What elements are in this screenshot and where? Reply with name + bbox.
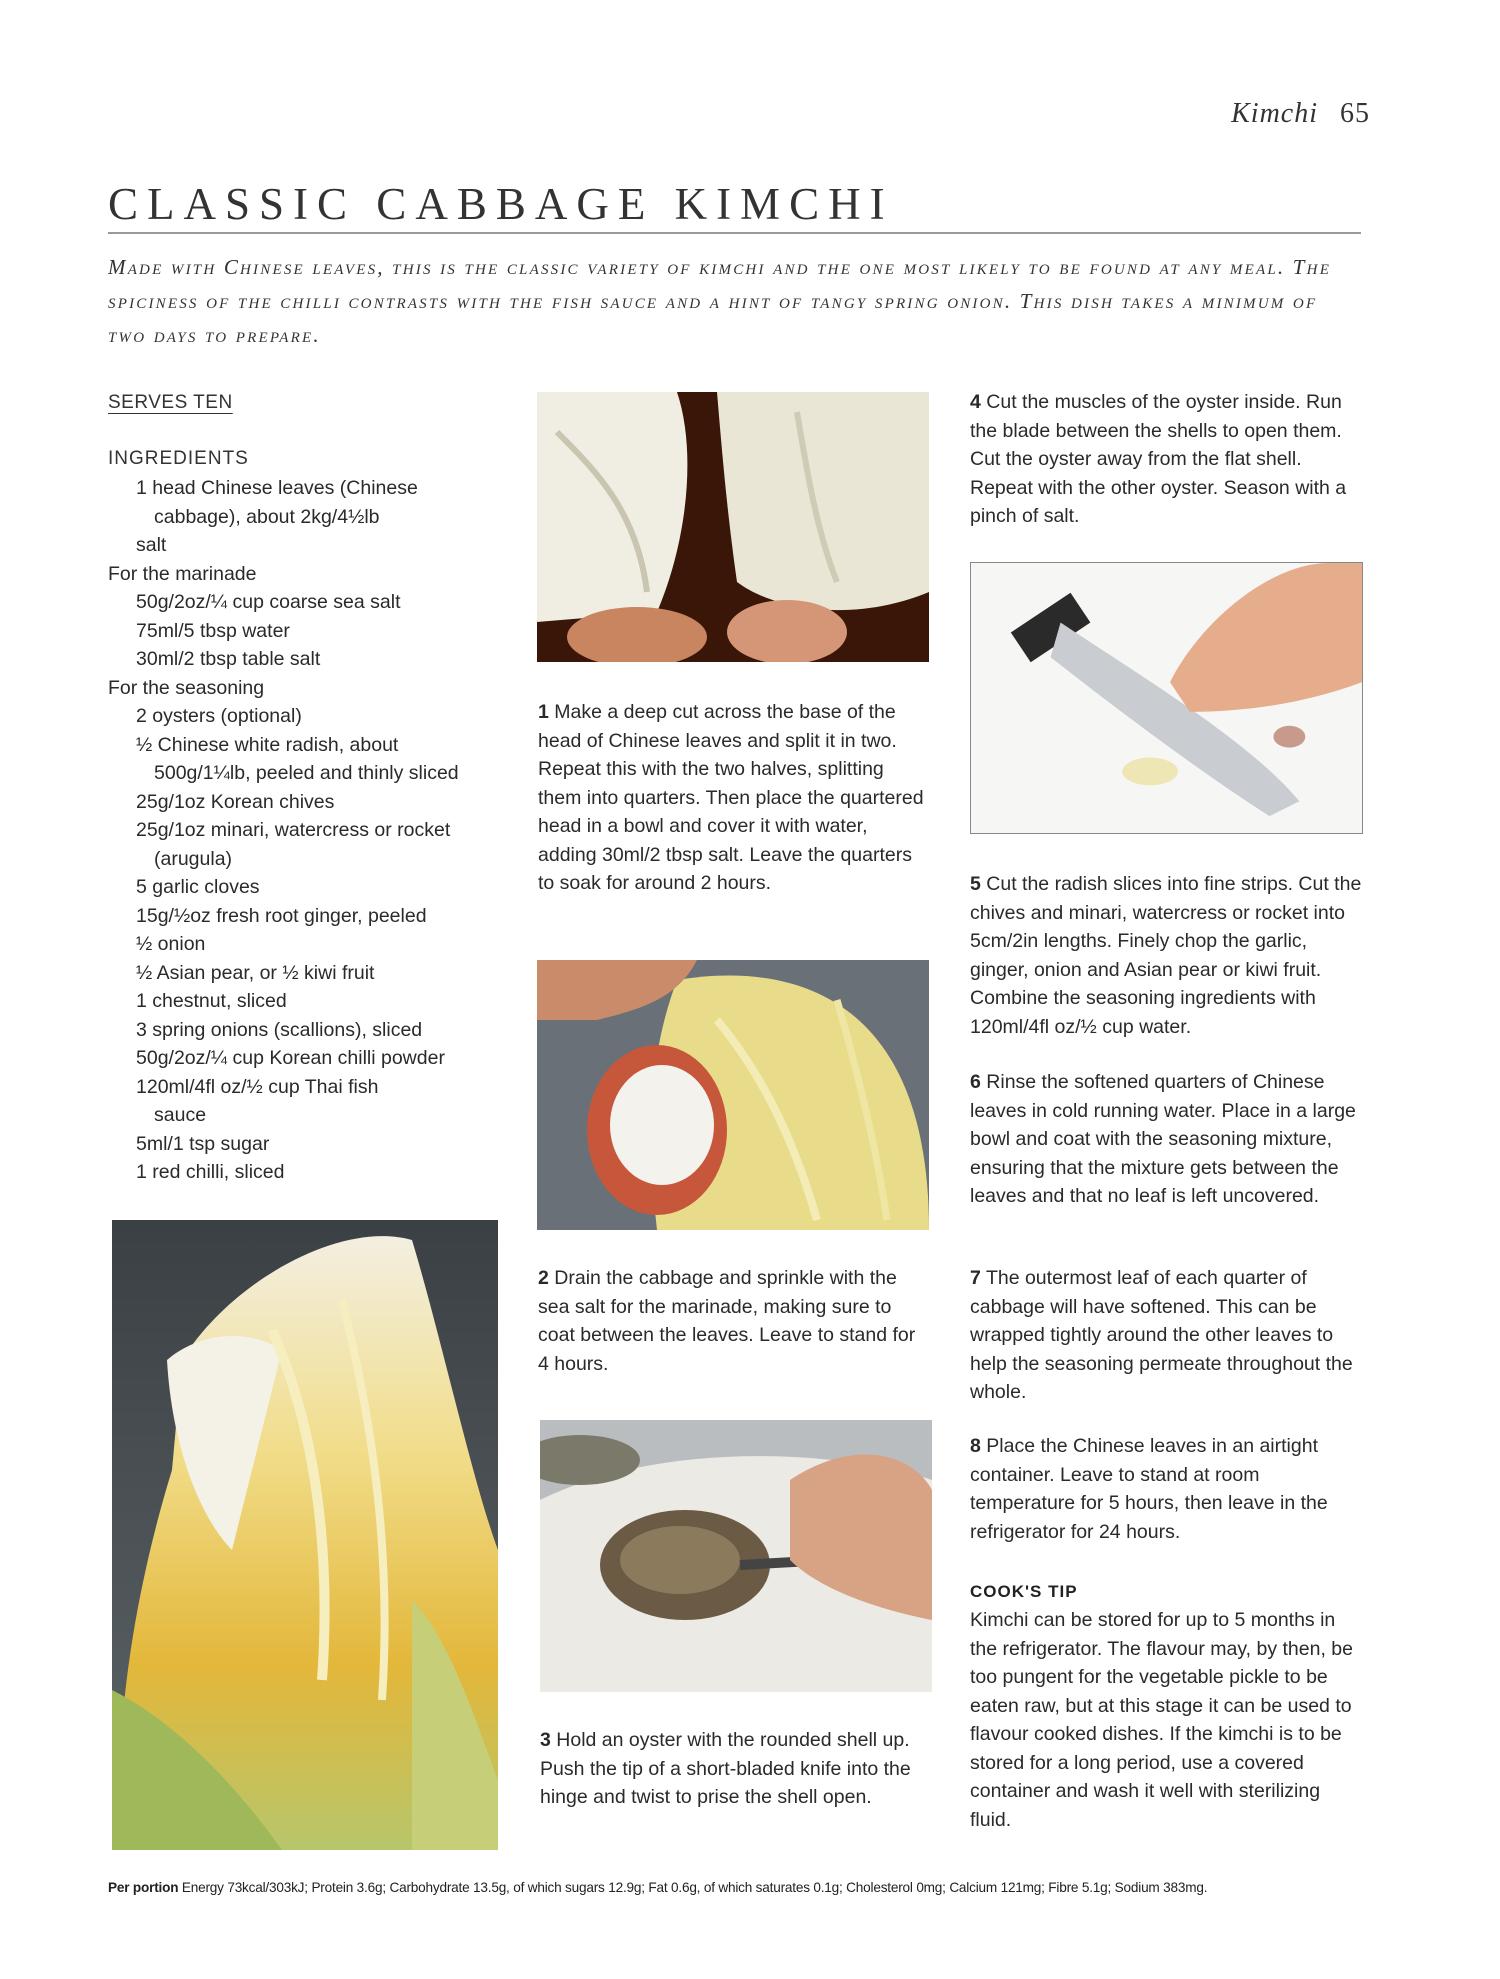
ingredient-text: 50g/2oz/¼ cup Korean chilli powder bbox=[136, 1047, 445, 1069]
ingredient-item bbox=[108, 959, 508, 988]
running-head bbox=[1080, 98, 1370, 130]
ingredient-item bbox=[108, 645, 508, 674]
recipe-title: CLASSIC CABBAGE KIMCHI bbox=[108, 179, 894, 229]
step-text: Drain the cabbage and sprinkle with the sea salt for the marinade, making sure to coat between the leaves. Leave to stand for 4 hours. bbox=[538, 1267, 916, 1375]
page-number: 65 bbox=[1340, 98, 1370, 129]
ingredient-subheading bbox=[108, 674, 508, 703]
step-8 bbox=[970, 1432, 1365, 1546]
step-number: 8 bbox=[970, 1435, 981, 1457]
step-text: Place the Chinese leaves in an airtight container. Leave to stand at room temperature for 5 hours, then leave in the refrigerator for 24 hours. bbox=[970, 1435, 1328, 1543]
step-number: 2 bbox=[538, 1267, 549, 1289]
step-number: 7 bbox=[970, 1267, 981, 1289]
ingredient-text: ½ Asian pear, or ½ kiwi fruit bbox=[136, 961, 375, 984]
ingredient-text: salt bbox=[136, 534, 167, 556]
ingredient-text: 1 red chilli, sliced bbox=[136, 1161, 285, 1183]
ingredient-text: 3 spring onions (scallions), sliced bbox=[136, 1018, 423, 1041]
ingredient-item bbox=[108, 1158, 508, 1187]
step-text: Make a deep cut across the base of the head of Chinese leaves and split it in two. Repeat this with the two halves, splitting them into quarters. Then place the quartered head in a bowl and cover it with water, adding 30ml/2 tbsp salt. Leave the quarters to soak for around 2 hours. bbox=[538, 701, 924, 894]
ingredient-continuation: sauce bbox=[154, 1104, 207, 1126]
ingredient-item bbox=[108, 1130, 508, 1159]
ingredient-continuation: cabbage), about 2kg/4½lb bbox=[154, 505, 380, 528]
photo-step-3-oyster bbox=[540, 1420, 932, 1692]
ingredient-text: ½ onion bbox=[136, 933, 206, 955]
step-7 bbox=[970, 1264, 1365, 1407]
step-4 bbox=[970, 388, 1365, 531]
ingredient-text: 50g/2oz/¼ cup coarse sea salt bbox=[136, 591, 401, 613]
ingredient-item bbox=[108, 930, 508, 959]
nutrition-label: Per portion bbox=[108, 1880, 179, 1895]
nutrition-info bbox=[108, 1880, 1408, 1895]
step-text: The outermost leaf of each quarter of cabbage will have softened. This can be wrapped tightly around the other leaves to help the seasoning permeate throughout the whole. bbox=[970, 1267, 1353, 1403]
ingredient-item bbox=[108, 731, 508, 788]
ingredient-text: 5ml/1 tsp sugar bbox=[136, 1132, 270, 1155]
ingredient-text: 25g/1oz minari, watercress or rocket bbox=[136, 819, 451, 841]
step-text: Hold an oyster with the rounded shell up. Push the tip of a short-bladed knife into the hinge and twist to prise the shell open. bbox=[540, 1729, 911, 1808]
ingredient-text: 15g/½oz fresh root ginger, peeled bbox=[136, 904, 427, 927]
ingredient-text: For the marinade bbox=[108, 562, 257, 585]
title-rule bbox=[108, 232, 1361, 234]
ingredients-list bbox=[108, 474, 508, 1187]
step-number: 4 bbox=[970, 391, 981, 413]
ingredient-text: For the seasoning bbox=[108, 676, 265, 699]
step-number: 1 bbox=[538, 701, 549, 723]
step-1 bbox=[538, 698, 928, 898]
ingredient-continuation: (arugula) bbox=[154, 847, 233, 870]
ingredient-item bbox=[108, 1073, 508, 1130]
ingredient-item bbox=[108, 1044, 508, 1073]
ingredient-text: 1 chestnut, sliced bbox=[136, 990, 287, 1012]
section-name: Kimchi bbox=[1231, 98, 1318, 129]
step-number: 5 bbox=[970, 873, 981, 895]
nutrition-text: Energy 73kcal/303kJ; Protein 3.6g; Carbohydrate 13.5g, of which sugars 12.9g; Fat 0.6g, of which saturates 0.1g; Cholesterol 0mg; Calcium 121mg; Fibre 5.1g; Sodium 383mg. bbox=[181, 1880, 1208, 1895]
step-3 bbox=[540, 1726, 932, 1812]
serves-label: SERVES TEN bbox=[108, 392, 233, 413]
ingredient-item bbox=[108, 816, 508, 873]
ingredient-item bbox=[108, 474, 508, 531]
photo-step-1-splitting bbox=[537, 392, 929, 662]
ingredient-item bbox=[108, 788, 508, 817]
ingredient-text: 5 garlic cloves bbox=[136, 876, 260, 898]
step-text: Cut the radish slices into fine strips. Cut the chives and minari, watercress or rocket into 5cm/2in lengths. Finely chop the garlic, ginger, onion and Asian pear or kiwi fruit. Combine the seasoning ingredients with 120ml/4fl oz/½ cup water. bbox=[970, 873, 1362, 1038]
photo-whole-cabbage bbox=[112, 1220, 498, 1850]
step-text: Cut the muscles of the oyster inside. Run the blade between the shells to open them. Cut the oyster away from the flat shell. Repeat with the other oyster. Season with a pinch of salt. bbox=[970, 391, 1347, 527]
cooks-tip-text: Kimchi can be stored for up to 5 months in the refrigerator. The flavour may, by then, be too pungent for the vegetable pickle to be eaten raw, but at this stage it can be used to flavour cooked dishes. If the kimchi is to be stored for a long period, use a covered container and wash it well with sterilizing fluid. bbox=[970, 1609, 1353, 1831]
photo-step-2-salting bbox=[537, 960, 929, 1230]
step-number: 6 bbox=[970, 1071, 981, 1093]
step-number: 3 bbox=[540, 1729, 551, 1751]
cooks-tip-heading: COOK'S TIP bbox=[970, 1582, 1078, 1601]
step-text: Rinse the softened quarters of Chinese leaves in cold running water. Place in a large bowl and coat with the seasoning mixture, ensuring that the mixture gets between the leaves and that no leaf is left uncovered. bbox=[970, 1071, 1356, 1207]
ingredient-text: 25g/1oz Korean chives bbox=[136, 790, 335, 813]
ingredient-text: 30ml/2 tbsp table salt bbox=[136, 648, 321, 670]
ingredient-text: 75ml/5 tbsp water bbox=[136, 619, 290, 642]
step-6 bbox=[970, 1068, 1360, 1211]
ingredient-text: 1 head Chinese leaves (Chinese bbox=[136, 477, 418, 499]
ingredient-item bbox=[108, 902, 508, 931]
ingredient-continuation: 500g/1¼lb, peeled and thinly sliced bbox=[154, 762, 459, 784]
ingredient-text: 2 oysters (optional) bbox=[136, 705, 302, 727]
photo-step-5-chopping bbox=[970, 562, 1363, 834]
recipe-intro: Made with Chinese leaves, this is the classic variety of kimchi and the one most likely to be found at any meal. The spiciness of the chilli contrasts with the fish sauce and a hint of tangy spring onion. This dish takes a minimum of two days to prepare. bbox=[108, 255, 1332, 347]
ingredient-item bbox=[108, 987, 508, 1016]
ingredient-item bbox=[108, 702, 508, 731]
ingredient-text: 120ml/4fl oz/½ cup Thai fish bbox=[136, 1075, 379, 1098]
step-2 bbox=[538, 1264, 928, 1378]
ingredient-item bbox=[108, 531, 508, 560]
step-5 bbox=[970, 870, 1370, 1041]
ingredient-item bbox=[108, 617, 508, 646]
ingredient-text: ½ Chinese white radish, about bbox=[136, 733, 399, 756]
ingredients-heading: INGREDIENTS bbox=[108, 448, 249, 469]
ingredient-item bbox=[108, 873, 508, 902]
ingredient-item bbox=[108, 588, 508, 617]
ingredient-subheading bbox=[108, 560, 508, 589]
ingredient-item bbox=[108, 1016, 508, 1045]
